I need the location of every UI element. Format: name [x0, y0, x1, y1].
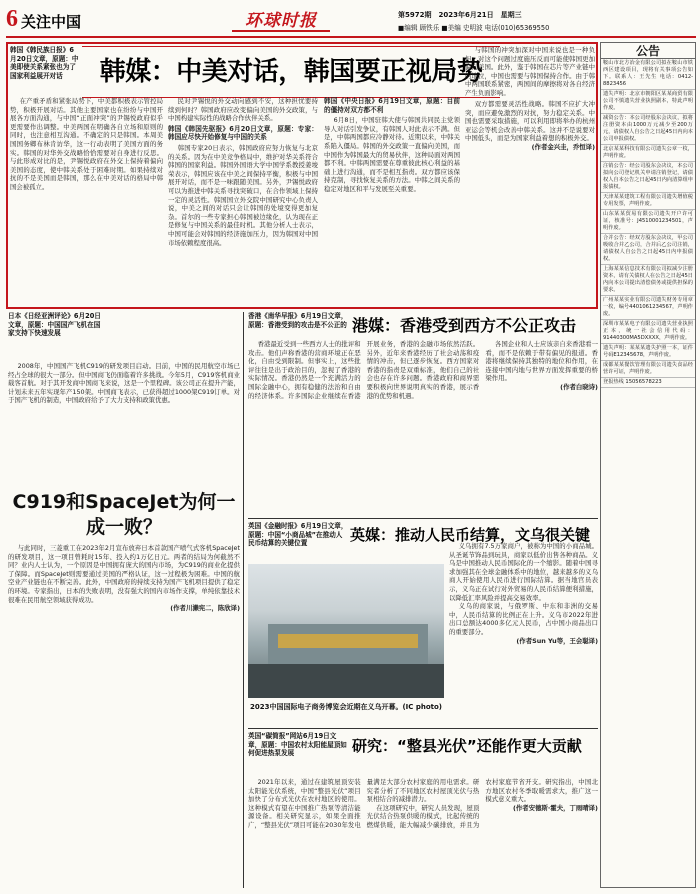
section-title: 关注中国: [21, 13, 82, 31]
story5-lead: 英国“碳简报”网站6月19日文章，原题：中国农村太阳能屋顶如何促进热泵发展: [248, 732, 347, 758]
story1-mid-paragraph-2: 韩国专家20日表示，韩国政府应努力恢复与北京的关系。因为在中美竞争格局中，维护对华关系符合韩国的国家利益。韩国外国语大学中国学系教授姜埈荣表示，韩国应该在中美之间保持平衡，积极与中国展开对话，而不是一味跟随美国。另外，尹锡悦政府可以为推进中韩关系寻找突破口，在合作领域上保持一定的灵活性。韩国国立外交院中国研究中心负责人说，中美之间的对话只会让韩国的处境变得更加复杂。首尔的一些专家担心韩国被边缘化，认为现在正是修复与中国关系的最佳时机。其他分析人士表示，中国可能会对韩国的经济施加压力，因为韩国对中国市场依赖程度很高。: [168, 143, 318, 247]
story5-paragraph-2: 在这项研究中，研究人员发现，屋顶光伏结合热泵供暖的模式，比起传统的燃煤供暖，能大幅减少碳排放，并且为农村家庭节省开支。研究指出，中国北方地区农村冬季取暖需求大，推广这一模式意义重大。: [366, 778, 598, 829]
notice-item: 上海某某信息技术有限公司拟减少注册资本，请有关债权人在公告之日起45日内向本公司提出清偿债务或提供担保的要求。: [601, 265, 695, 296]
story1-lead-mid: 韩国《韩国先驱报》6月20日文章，原题：专家：韩国应尽快开始修复与中国的关系: [168, 124, 318, 142]
story4-lead: 英国《金融时报》6月19日文章，原题：中国“小商品城”在推动人民币结算的关键位置: [248, 522, 348, 548]
notice-item: 遗失声明：北京市朝阳区某某商贸有限公司不慎遗失营业执照副本，特此声明作废。: [601, 90, 695, 114]
notice-item: 登报热线 15056578223: [601, 378, 695, 388]
photo-caption: 2023中国国际电子商务博览会近期在义乌开幕。(IC photo): [249, 703, 443, 711]
story1-right-paragraph-3: 双方都需要灵活性战略。韩国不应扩大冲突，而应避免激烈的对抗，努力稳定关系。中国也需要采取措施，可以利用即将举办的杭州亚运会等机会改善中韩关系。这并不是说要对中国低头，而是为国家利益着想的积极外交。: [465, 100, 595, 143]
notice-list: [601, 59, 695, 388]
story1-mid-paragraph: 民对尹锡悦的外交动向感到不安，这种担忧要持续到何时？韩国政府应改变偏向美国的外交政策，与中国构建实际性的战略合作伙伴关系。: [168, 97, 318, 123]
notice-column: [600, 42, 696, 888]
headline-hongkong: 港媒：香港受到西方不公正攻击: [352, 316, 577, 335]
headline-solar: 研究：“整县光伏”还能作更大贡献: [352, 737, 582, 755]
headline-yiwu: 英媒：推动人民币结算，文乌很关键: [350, 526, 591, 544]
editor-info: ■编辑 顾铁乐 ■美编 史明波 电话(010)65369550: [398, 24, 550, 32]
notice-item: 注销公告：经公司股东会决议，本公司拟向公司登记机关申请注销登记，请债权人自本公告之日起45日内向清算组申报债权。: [601, 162, 695, 193]
notice-item: 深圳市某某电子有限公司遗失营业执照正本，统一社会信用代码：91440300MA5DXXXX，声明作废。: [601, 320, 695, 344]
story5-lead-block: [248, 732, 348, 776]
story3-paragraph-2: 各国企业和人士应该亲自来香港看一看，而不是依赖于带有偏见的报道。香港将继续保持其独特的地位和作用，在连接中国内地与世界方面发挥重要的桥梁作用。: [485, 340, 598, 383]
story3-lead: 香港《南华早报》6月19日文章，原题：香港受到的攻击是不公正的: [248, 312, 348, 329]
story2-paragraph-2: 与此同时，三菱重工在2023年2月宣布放弃日本首款国产喷气式客机SpaceJet的研发项目，这一项目曾耗时15年、投入约1万亿日元。两者的结局为何截然不同？业内人士认为，一个原因是中国拥有庞大的国内市场，为C919的商业化提供了保障。而SpaceJet则需要通过美国的严格认证，这一过程极为困难。中国的航空业产业链也在不断完善。此外，中国政府的持续支持为国产飞机项目提供了稳定的环境。专家指出，日本的失败表明，没有强大的国内市场作支撑，单纯依靠技术很难在民用航空领域获得成功。: [8, 544, 240, 604]
story2-lead: 日本《日经亚洲评论》6月20日文章，原题：中国国产飞机在国家支持下快速发展: [8, 312, 101, 338]
header-rule: [6, 36, 696, 38]
story1-credit: (作者金兴圭，乔恒译): [531, 142, 595, 151]
headline-top-rule: [82, 46, 500, 47]
story2-paragraph: 2008年，中国国产飞机C919的研发项目启动。目前，中国的民用航空市场已经占全球的很大一部分。但中国商飞仍面临着许多挑战。今年5月，C919客机商业载客首航。对于其开发商中国商飞来说，这是一个里程碑。该公司正在提升产能，计划未来五年实现年产150架。中国商飞表示，已获得超过1000架C919订单。对于国产飞机的制造，中国政府给予了大力支持和政策优惠。: [8, 362, 240, 405]
photo-banner: [278, 634, 418, 648]
story4-paragraph: 义乌拥有7.5万家商户，被称为中国的小商品城。从圣诞节饰品到玩具，商家以低价出售各种商品。义乌是中国推动人民币国际化的一个缩影。随着中国寻求加强其在全球金融体系中的地位，越来越多的义乌商人开始使用人民币进行国际结算。据当地官员表示，义乌正在试行对外贸易的人民币结算便利措施，以降低汇率风险并提高交易效率。: [449, 542, 598, 602]
story3-credit: (作者白晓诗): [560, 382, 598, 391]
story5-credit: (作者安德斯·霍夫，丁雨晴译): [513, 803, 598, 812]
story1-column-4: [465, 100, 595, 306]
notice-item: 遗失声明：某某某遗失护照一本，证件号码E12345678，声明作废。: [601, 344, 695, 361]
story2-body-top: [8, 362, 240, 488]
notice-item: 合并公告：经双方股东会决议，甲公司吸收合并乙公司，合并后乙公司注销，请债权人自公告之日起45日内申报债权。: [601, 234, 695, 265]
story4-credit: (作者Sun Yu等，王会聪译): [516, 636, 598, 645]
notice-title: 公告: [601, 43, 695, 59]
story2-body-bottom: [8, 544, 240, 884]
story4-body-right: [449, 542, 598, 725]
notice-item: 减资公告：本公司经股东会决议，拟将注册资本由1000万元减少至200万元，请债权人自公告之日起45日内向本公司申报债权。: [601, 114, 695, 145]
notice-item: 成都某某餐饮管理有限公司遗失食品经营许可证，声明作废。: [601, 361, 695, 378]
story2-lead-block: [8, 312, 104, 360]
notice-item: 广州某某实业有限公司遗失财务专用章一枚，编号4401061234567，声明作废。: [601, 296, 695, 320]
headline-korea: 韩媒：中美对话，韩国要正视局势: [99, 57, 483, 87]
story1-left-paragraph: 在产重矛盾和紧张局势下，中美都积极表示管控局势，积极开展对话。其他主要国家也在纷纷与中国开展各方面沟通，与中国“正面冲突”的尹锡悦政府似乎更需要作出调整。中美两国在明确各自立场和原则的同时，也注意相互沟通。不确定的只是韩国。本周美国国务卿布林肯访华，这一行动表明了美国方面的务实。韩国的对华外交战略恰恰需要对自身进行反思。与此形成对比的是，尹锡悦政府在外交上保持着偏向美国的态度，使中韩关系处于困难时期。如果持续对抗的不是美国而是韩国，那么在中美对话的格局中韩国会被孤立。: [10, 97, 163, 191]
photo-crowd: [248, 664, 444, 698]
story1-column-3: [324, 97, 460, 307]
notice-item: 鞍山市北方冶金有限公司拟在鞍山市铁西区建设项目，现将有关事项公告如下。联系人：王先生 电话：0412-8823456: [601, 59, 695, 90]
story1-column-1: [10, 97, 163, 307]
issue-info: 第5972期 2023年6月21日 星期三: [398, 11, 522, 19]
story1-right-paragraph: 6月8日，中国驻韩大使与韩国共同民主党领导人对话引发争议，有韩国人对此表示不满。但是，中韩两国都应冷静对待。近期以来，中韩关系陷入僵局。韩国的外交政策一直偏向美国，而中国作为韩国最大的贸易伙伴，这种局面对两国都不利。中韩两国需要在尊重彼此核心利益的基础上进行沟通，而不是相互指责。双方都应该保持克制，寻找恢复关系的方法。中韩之间关系的稳定对地区和平与发展至关重要。: [324, 116, 460, 193]
story1-lead-right: 韩国《中央日报》6月19日文章，原题：目前的僵持对双方都不利: [324, 97, 460, 114]
story2-credit: (作者川濑宪二，陈欣译): [170, 604, 240, 613]
story1-column-4-top: [465, 46, 595, 98]
notice-item: 北京某某科技有限公司遗失公章一枚，声明作废。: [601, 145, 695, 162]
story5-body: [248, 778, 598, 888]
section-rule: [248, 518, 598, 519]
story3-body: [248, 340, 598, 515]
newspaper-logo: 环球时报: [232, 7, 330, 32]
headline-c919: C919和SpaceJet为何一成一败？: [12, 491, 236, 538]
column-divider: [243, 312, 244, 888]
notice-item: 天津某某建筑工程有限公司遗失增值税专用发票，声明作废。: [601, 193, 695, 210]
section-rule-2: [248, 728, 598, 729]
story1-lead-block: [10, 46, 80, 96]
page-header: [0, 0, 700, 38]
story3-paragraph: 香港最近受到一些西方人士的批评和攻击。他们声称香港的营商环境正在恶化，自由受到限制。但事实上，这些批评往往是出于政治目的，忽视了香港的实际情况。香港仍然是一个充满活力的国际金融中心，拥有稳健的法治和自由的经济体系。许多国际企业继续在香港开展业务，香港的金融市场依然活跃。另外，近年来香港经历了社会动荡和疫情的冲击，但已逐步恢复。西方国家对香港的指责是双重标准，他们自己的社会也存在许多问题。香港政府和商界需要积极向世界说明真实的香港，展示香港的优势和机遇。: [248, 340, 480, 400]
story5-paragraph: 2021年以来，通过在建筑屋顶安装太阳能光伏系统，中国“整县光伏”项目加快了分布式光伏在农村地区的使用。这种模式有望在中国推广热泵等清洁能源设备。相关研究显示，如果全面推广，“整县光伏”项目可能在2030年发电量满足大部分农村家庭的用电需求。研究者分析了不同地区农村屋顶光伏与热泵相结合的减排潜力。: [248, 778, 480, 829]
story4-lead-block: [248, 522, 348, 562]
story1-right-paragraph-2: 与韩国的冲突加深对中国来说也是一种负担。对这个问题过度施压反而可能使韩国更加偏向美国。此外，鉴于韩国在芯片等产业链中的地位，中国也需要与韩国保持合作。由于韩中两国联系紧密，两国间的摩擦将对各自经济产生负面影响。: [465, 46, 595, 97]
notice-item: 山东某某贸易有限公司遗失开户许可证，核准号：J4510001234501，声明作废。: [601, 210, 695, 234]
page-number: 6: [6, 6, 18, 32]
expo-photo: [248, 564, 444, 698]
story1-lead: 韩国《韩民族日报》6月20日文章，原题：中美即使关系紧张也为了国家利益展开对话: [10, 46, 79, 80]
story4-paragraph-2: 义乌的商家说，与俄罗斯、中东和非洲的交易中，人民币结算的比例正在上升。义乌市2022年进出口总额达4000多亿元人民币，占中国小商品出口的重要部分。: [449, 602, 598, 636]
story1-column-2: [168, 97, 318, 307]
